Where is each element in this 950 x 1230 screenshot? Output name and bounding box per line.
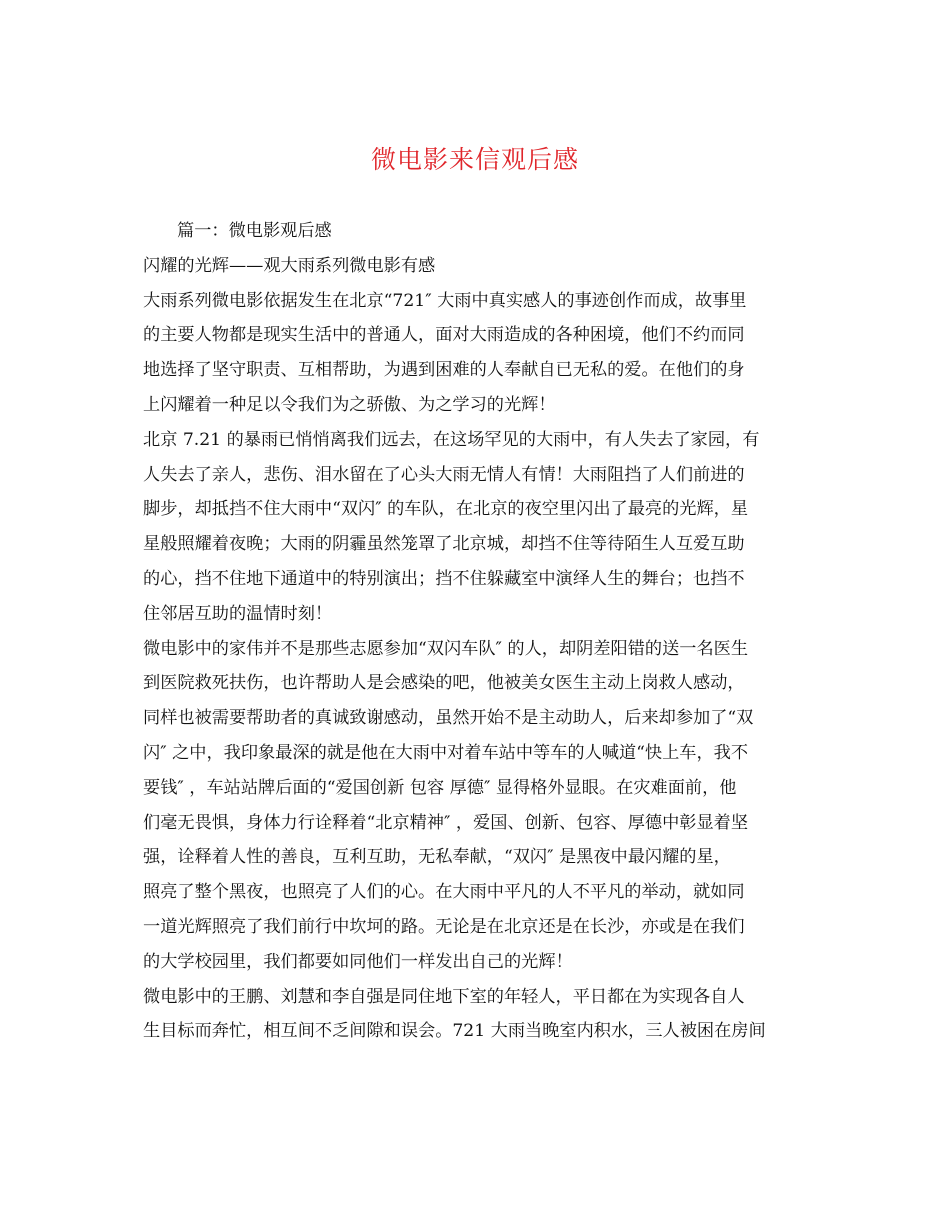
paragraph-line: 地选择了坚守职责、互相帮助，为遇到困难的人奉献自已无私的爱。在他们的身 [143,360,745,381]
paragraph-line: 们毫无畏惧，身体力行诠释着“北京精神″ ，爱国、创新、包容、厚德中彰显着坚 [143,812,749,833]
section-heading: 篇一：微电影观后感 [177,221,332,241]
paragraph-line: 到医院救死扶伤，也许帮助人是会感染的吧，他被美女医生主动上岗救人感动， [143,673,745,694]
paragraph-line: 人失去了亲人，悲伤、泪水留在了心头大雨无情人有情！大雨阻挡了人们前进的 [143,464,745,485]
paragraph-line: 照亮了整个黑夜，也照亮了人们的心。在大雨中平凡的人不平凡的举动，就如同 [143,882,745,903]
paragraph-line: 大雨系列微电影依据发生在北京“721″ 大雨中真实感人的事迹创作而成，故事里 [143,290,747,311]
paragraph-line: 北京 7.21 的暴雨已悄悄离我们远去，在这场罕见的大雨中，有人失去了家园，有 [143,429,760,450]
paragraph-line: 住邻居互助的温情时刻！ [143,603,333,624]
paragraph-line: 要钱″ ，车站站牌后面的“爱国创新 包容 厚德″ 显得格外显眼。在灾难面前，他 [143,777,737,798]
paragraph-line: 微电影中的家伟并不是那些志愿参加“双闪车队″ 的人，却阴差阳错的送一名医生 [143,638,749,659]
paragraph-line: 上闪耀着一种足以令我们为之骄傲、为之学习的光辉！ [143,394,556,415]
paragraph-line: 星般照耀着夜晚；大雨的阴霾虽然笼罩了北京城，却挡不住等待陌生人互爱互助 [143,534,745,555]
paragraph-line: 的大学校园里，我们都要如同他们一样发出自己的光辉！ [143,951,573,972]
paragraph-line: 脚步，却抵挡不住大雨中“双闪″ 的车队，在北京的夜空里闪出了最亮的光辉，星 [143,499,749,520]
paragraph-line: 强，诠释着人性的善良，互利互助，无私奉献，“双闪″ 是黑夜中最闪耀的星， [143,847,731,868]
paragraph-line: 微电影中的王鹏、刘慧和李自强是同住地下室的年轻人，平日都在为实现各自人 [143,986,745,1007]
document-body [143,214,808,1049]
paragraph-line: 的心，挡不住地下通道中的特别演出；挡不住躲藏室中演绎人生的舞台；也挡不 [143,568,745,589]
document-title: 微电影来信观后感 [370,145,579,174]
article-subtitle: 闪耀的光辉——观大雨系列微电影有感 [143,255,436,276]
paragraph-line: 的主要人物都是现实生活中的普通人，面对大雨造成的各种困境，他们不约而同 [143,325,745,346]
paragraph-line: 闪″ 之中，我印象最深的就是他在大雨中对着车站中等车的人喊道“快上车，我不 [143,742,749,763]
paragraph-line: 同样也被需要帮助者的真诚致谢感动，虽然开始不是主动助人，后来却参加了“双 [143,708,754,729]
paragraph-line: 生目标而奔忙，相互间不乏间隙和误会。721 大雨当晚室内积水，三人被困在房间 [143,1021,766,1042]
paragraph-line: 一道光辉照亮了我们前行中坎坷的路。无论是在北京还是在长沙，亦或是在我们 [143,916,745,937]
